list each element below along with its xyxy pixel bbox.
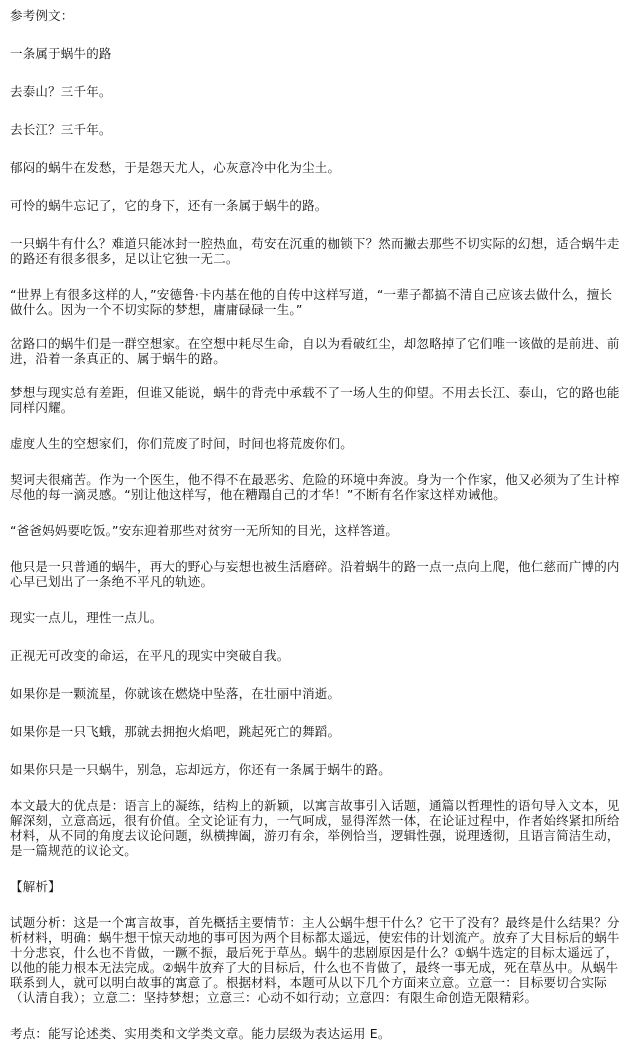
essay-title: 一条属于蜗牛的路	[10, 46, 112, 61]
essay-paragraph: 现实一点儿，理性一点儿。	[10, 610, 163, 625]
essay-paragraph: 一只蜗牛有什么？难道只能冰封一腔热血，苟安在沉重的枷锁下？然而撇去那些不切实际的幻想，适合蜗牛走的路还有很多很多，足以让它独一无二。	[10, 236, 620, 266]
essay-paragraph: 岔路口的蜗牛们是一群空想家。在空想中耗尽生命，自以为看破红尘，却忽略掉了它们唯一该做的是前进、前进，沿着一条真正的、属于蜗牛的路。	[10, 336, 620, 366]
essay-paragraph: “爸爸妈妈要吃饭。”安东迎着那些对贫穷一无所知的目光，这样答道。	[10, 523, 399, 538]
essay-paragraph: 他只是一只普通的蜗牛，再大的野心与妄想也被生活磨碎。沿着蜗牛的路一点一点向上爬，他仁慈而广博的内心早已划出了一条绝不平凡的轨迹。	[10, 559, 620, 589]
analysis-paragraph: 试题分析：这是一个寓言故事，首先概括主要情节：主人公蜗牛想干什么？它干了没有？最终是什么结果？分析材料，明确：蜗牛想干惊天动地的事可因为两个目标都太遥远，使宏伟的计划流产。放弃了大目标后的蜗牛十分悲哀，什么也不肯做，一蹶不振，最后死于草丛。蜗牛的悲剧原因是什么？①蜗牛选定的目标太遥远了，以他的能力根本无法完成。②蜗牛放弃了大的目标后，什么也不肯做了，最终一事无成，死在草丛中。从蜗牛联系到人，就可以明白故事的寓意了。根据材料，本题可从以下几个方面来立意。立意一：目标要切合实际（认清自我）；立意二：坚持梦想；立意三：心动不如行动；立意四：有限生命创造无限精彩。	[10, 915, 620, 1005]
essay-paragraph: 虚度人生的空想家们，你们荒废了时间，时间也将荒废你们。	[10, 436, 353, 451]
exam-point-paragraph: 考点：能写论述类、实用类和文学类文章。能力层级为表达运用 E。	[10, 1026, 391, 1041]
essay-paragraph: 如果你是一只飞蛾，那就去拥抱火焰吧，跳起死亡的舞蹈。	[10, 724, 341, 739]
essay-paragraph: 郁闷的蜗牛在发愁，于是怨天尤人，心灰意冷中化为尘土。	[10, 160, 341, 175]
essay-paragraph: 去长江？三千年。	[10, 122, 112, 137]
essay-paragraph: 去泰山？三千年。	[10, 84, 112, 99]
analysis-heading: 【解析】	[10, 879, 61, 894]
essay-paragraph: 梦想与现实总有差距，但谁又能说，蜗牛的背壳中承载不了一场人生的仰望。不用去长江、泰山，它的路也能同样闪耀。	[10, 385, 620, 415]
essay-paragraph: 如果你只是一只蜗牛，别急，忘却远方，你还有一条属于蜗牛的路。	[10, 762, 392, 777]
essay-paragraph: 可怜的蜗牛忘记了，它的身下，还有一条属于蜗牛的路。	[10, 198, 328, 213]
essay-paragraph: “世界上有很多这样的人，”安德鲁·卡内基在他的自传中这样写道，“一辈子都搞不清自己应该去做什么，擅长做什么。因为一个不切实际的梦想，庸庸碌碌一生。”	[10, 287, 613, 317]
essay-paragraph: 契诃夫很痛苦。作为一个医生，他不得不在最恶劣、危险的环境中奔波。身为一个作家，他又必须为了生计榨尽他的每一滴灵感。“别让他这样写，他在糟蹋自己的才华！”不断有名作家这样劝诫他。	[10, 472, 620, 502]
essay-paragraph: 正视无可改变的命运，在平凡的现实中突破自我。	[10, 648, 290, 663]
essay-paragraph: 如果你是一颗流星，你就该在燃烧中坠落，在壮丽中消逝。	[10, 686, 341, 701]
evaluation-paragraph: 本文最大的优点是：语言上的凝练，结构上的新颖，以寓言故事引入话题，通篇以哲理性的语句导入文本，见解深刻，立意高远，很有价值。全文论证有力，一气呵成，显得浑然一体，在论证过程中，作者始终紧扣所给材料，从不同的角度去议论问题，纵横捭阖，游刃有余，举例恰当，逻辑性强，说理透彻，且语言简洁生动，是一篇规范的议论文。	[10, 798, 620, 858]
reference-essay-label: 参考例文：	[10, 8, 74, 23]
